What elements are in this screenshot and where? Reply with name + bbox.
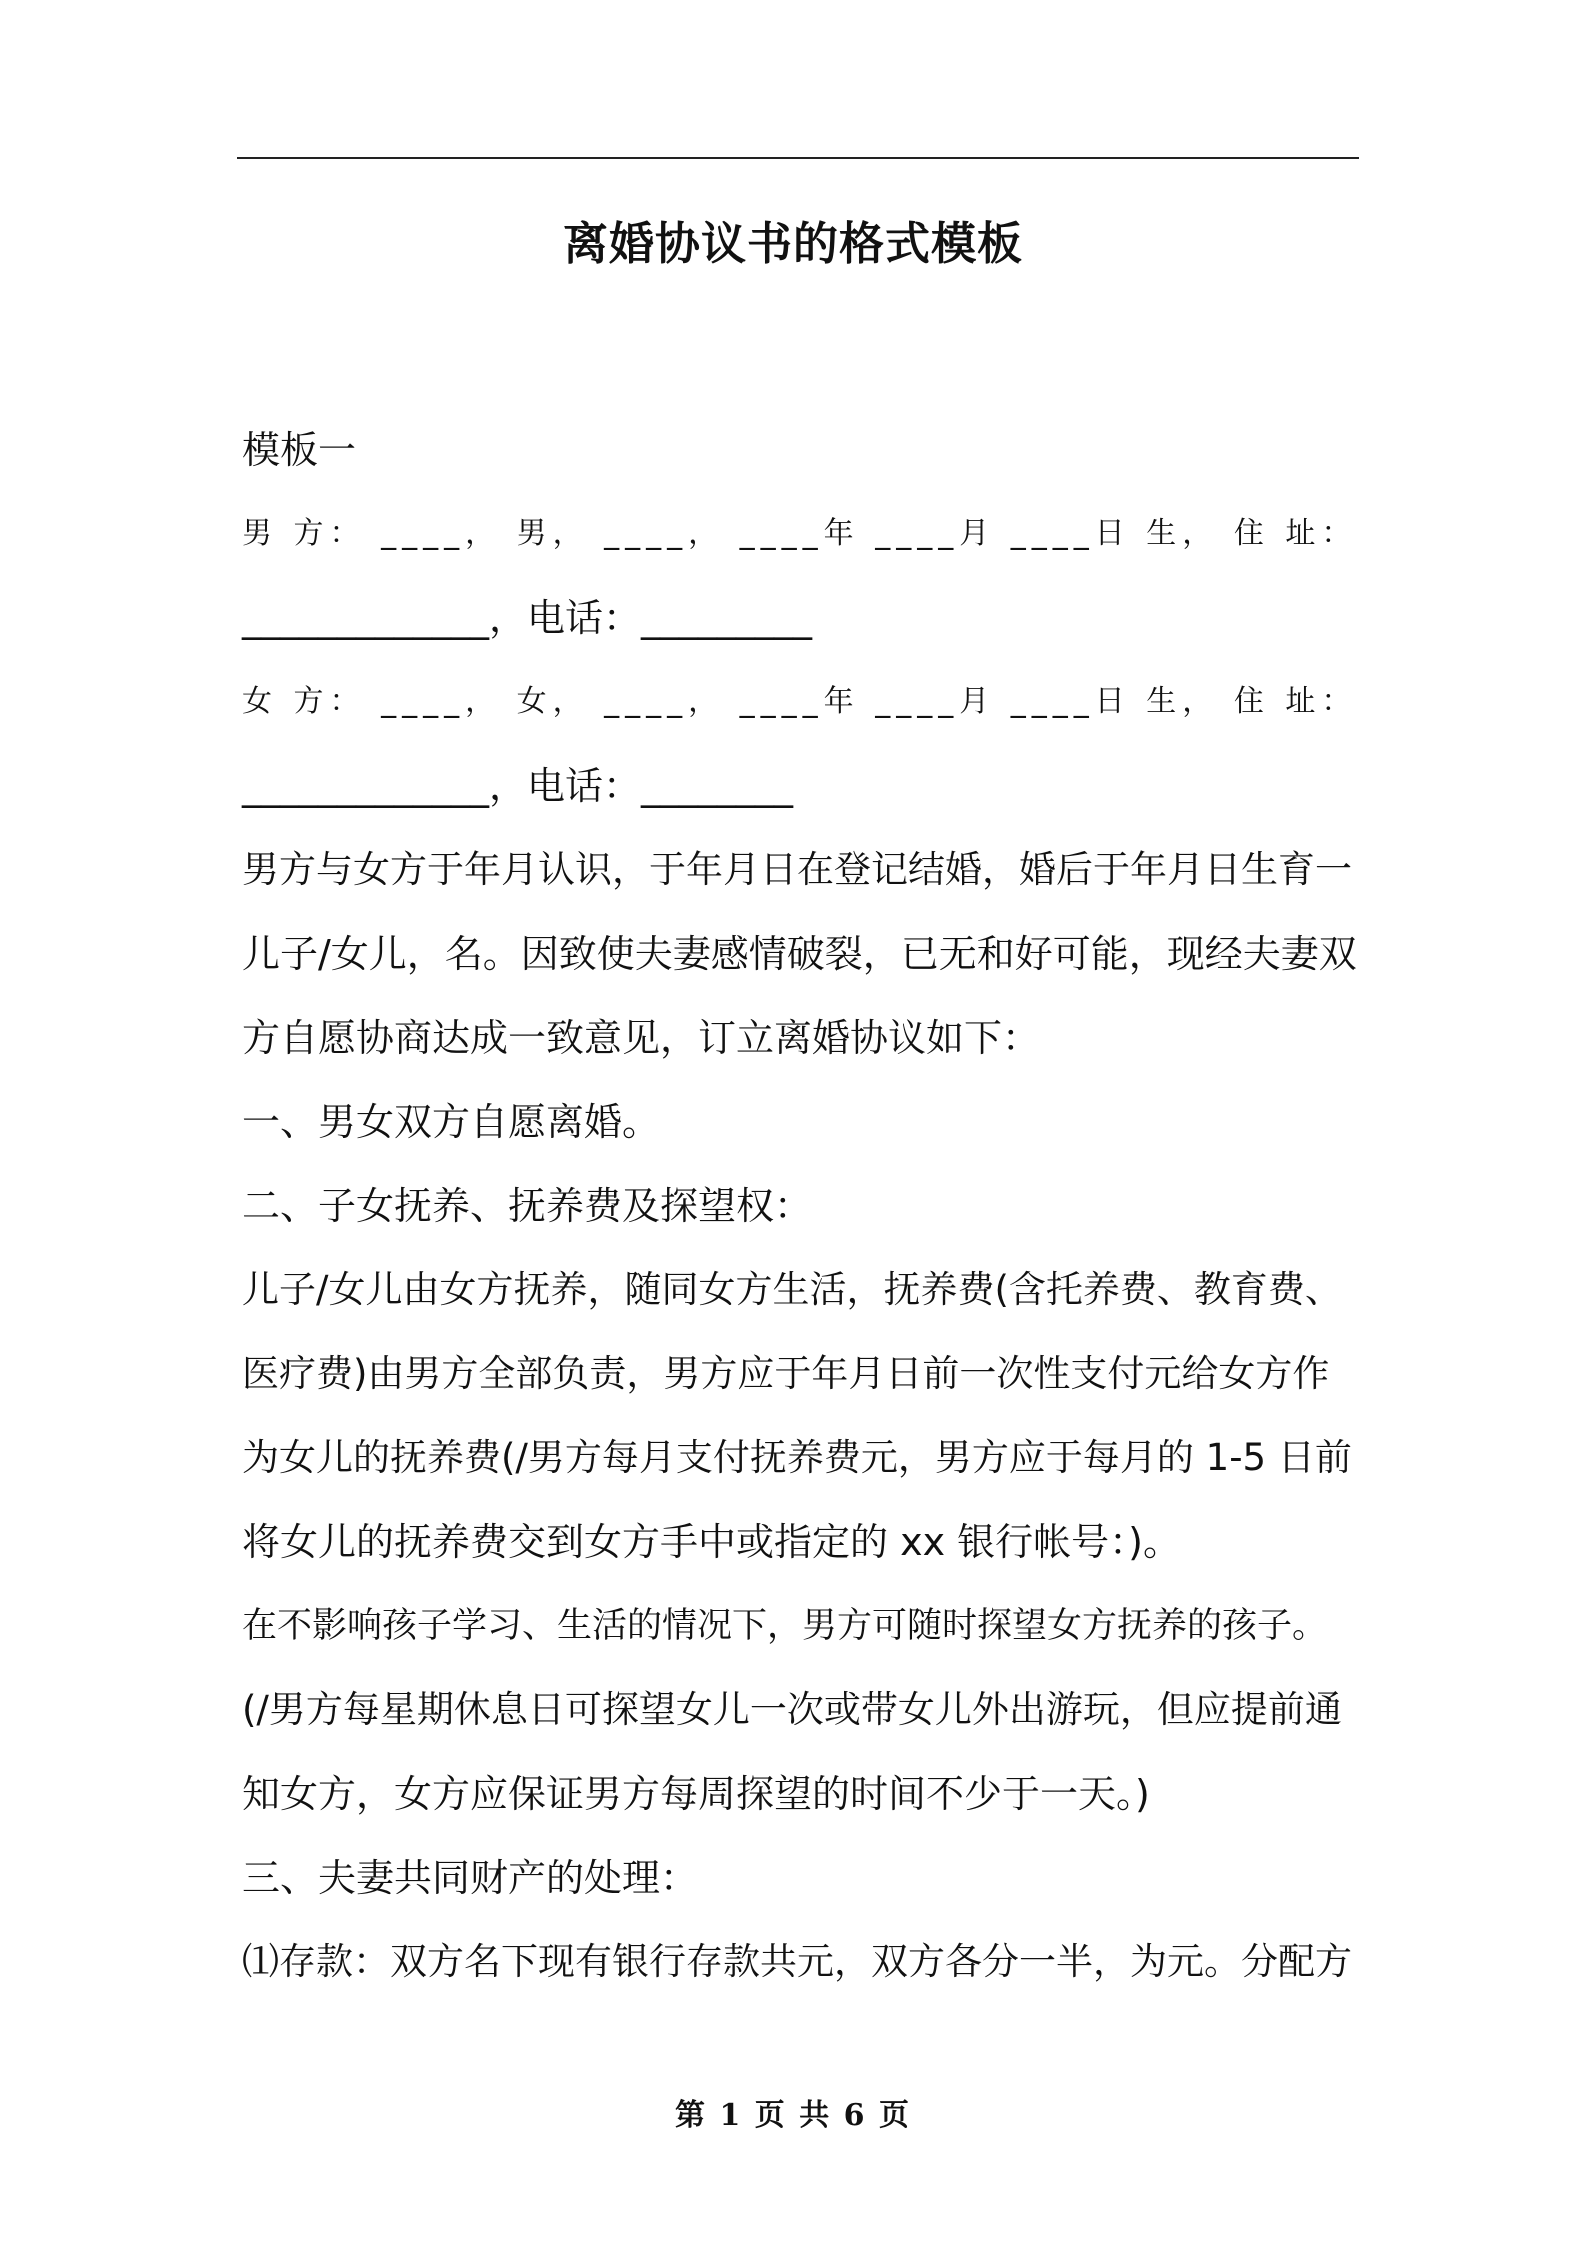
paragraph-line: ⑴存款：双方名下现有银行存款共元，双方各分一半，为元。分配方 xyxy=(242,1940,1352,1983)
female-party-line: 女 方： ____， 女， ____， ____年 ____月 ____日 生， 住 址： xyxy=(242,684,1358,719)
clause-heading: 一、男女双方自愿离婚。 xyxy=(242,1100,661,1144)
paragraph-line: (/男方每星期休息日可探望女儿一次或带女儿外出游玩，但应提前通 xyxy=(242,1688,1342,1731)
paragraph-line: 为女儿的抚养费(/男方每月支付抚养费元，男方应于每月的 1-5 日前 xyxy=(242,1436,1352,1479)
clause-heading: 三、夫妻共同财产的处理： xyxy=(242,1856,699,1900)
document-title: 离婚协议书的格式模板 xyxy=(562,217,1023,270)
clause-heading: 二、子女抚养、抚养费及探望权： xyxy=(242,1184,813,1228)
paragraph-line: 男方与女方于年月认识，于年月日在登记结婚，婚后于年月日生育一 xyxy=(242,848,1352,891)
document-body xyxy=(242,408,1357,2004)
paragraph-line: 儿子/女儿，名。因致使夫妻感情破裂，已无和好可能，现经夫妻双 xyxy=(242,932,1357,976)
paragraph-line: 方自愿协商达成一致意见，订立离婚协议如下： xyxy=(242,1016,1041,1060)
template-heading: 模板一 xyxy=(242,428,357,472)
paragraph-line: 将女儿的抚养费交到女方手中或指定的 xx 银行帐号：)。 xyxy=(242,1520,1181,1564)
paragraph-line: 知女方，女方应保证男方每周探望的时间不少于一天。) xyxy=(242,1772,1150,1816)
male-contact-line: _____________，电话：_________ xyxy=(242,596,813,640)
header-rule xyxy=(237,157,1359,159)
paragraph-line: 医疗费)由男方全部负责，男方应于年月日前一次性支付元给女方作 xyxy=(242,1352,1330,1395)
page-footer: 第 1 页 共 6 页 xyxy=(675,2098,911,2133)
male-party-line: 男 方： ____， 男， ____， ____年 ____月 ____日 生， 住 址： xyxy=(242,516,1358,551)
paragraph-line: 在不影响孩子学习、生活的情况下，男方可随时探望女方抚养的孩子。 xyxy=(242,1606,1328,1646)
female-contact-line: _____________，电话：________ xyxy=(242,764,794,808)
paragraph-line: 儿子/女儿由女方抚养，随同女方生活，抚养费(含托养费、教育费、 xyxy=(242,1268,1342,1311)
